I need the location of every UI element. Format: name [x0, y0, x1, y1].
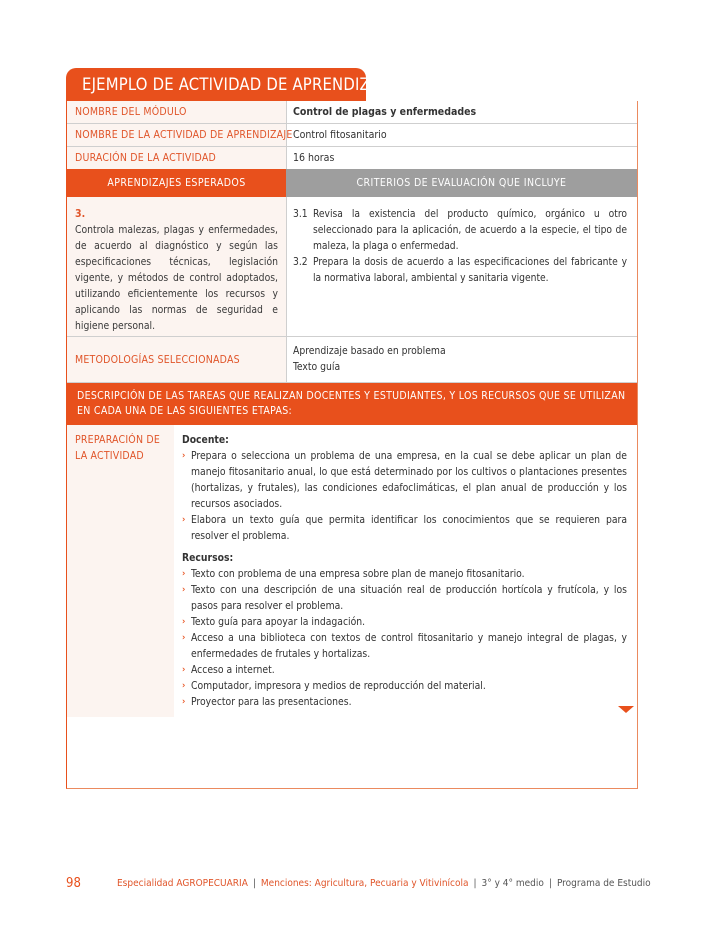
page-number: 98	[66, 876, 81, 891]
preparacion-content	[174, 425, 637, 717]
chevron-bullet-icon: ›	[182, 681, 186, 691]
footer-nivel: 3° y 4° medio	[481, 878, 544, 889]
criterios-cell	[286, 197, 637, 336]
metodologias-list	[286, 337, 637, 382]
aprendizaje-text: Controla malezas, plagas y enfermedades, de acuerdo al diagnóstico y según las especificaciones técnicas, legislación vigente, y métodos de control adoptados, utilizando eficientemente los recursos y aplicando las normas de seguridad e higiene personal.	[75, 224, 278, 332]
aprendizaje-row	[67, 197, 637, 337]
preparacion-row	[67, 425, 637, 717]
continue-arrow-icon	[618, 706, 634, 713]
docente-list	[182, 448, 627, 544]
chevron-bullet-icon: ›	[182, 633, 186, 643]
duration-label: DURACIÓN DE LA ACTIVIDAD	[67, 147, 286, 170]
footer-separator: |	[548, 878, 552, 889]
docente-item: › Elabora un texto guía que permita identificar los conocimientos que se requieren para resolver el problema.	[182, 514, 627, 542]
footer-separator: |	[473, 878, 477, 889]
recurso-item: › Texto con una descripción de una situación real de producción hortícola y frutícola, y los pasos para resolver el problema.	[182, 584, 627, 612]
descripcion-banner: DESCRIPCIÓN DE LAS TAREAS QUE REALIZAN DOCENTES Y ESTUDIANTES, Y LOS RECURSOS QUE SE UTILIZAN EN CADA UNA DE LAS SIGUIENTES ETAPAS:	[67, 383, 637, 425]
chevron-bullet-icon: ›	[182, 451, 186, 461]
chevron-bullet-icon: ›	[182, 697, 186, 707]
metodologia-item: Aprendizaje basado en problema	[293, 345, 446, 357]
activity-title: EJEMPLO DE ACTIVIDAD DE APRENDIZAJE	[66, 68, 366, 101]
docente-heading: Docente:	[182, 434, 229, 446]
docente-item: › Prepara o selecciona un problema de una empresa, en la cual se debe aplicar un plan de manejo fitosanitario anual, lo que está determinado por los cultivos o plantaciones presentes (hortalizas, y frutales), las condiciones edafoclimáticas, el plan anual de producción y los recursos asociados.	[182, 450, 627, 510]
criterio-number: 3.2	[293, 257, 308, 268]
footer-especialidad: Especialidad AGROPECUARIA	[117, 878, 248, 889]
metodologias-label: METODOLOGÍAS SELECCIONADAS	[67, 337, 286, 382]
criterio-number: 3.1	[293, 209, 308, 220]
module-name-value: Control de plagas y enfermedades	[286, 101, 637, 123]
activity-name-value: Control fitosanitario	[286, 124, 637, 146]
module-name-row	[67, 101, 637, 124]
criterio-item	[293, 207, 627, 255]
recursos-list	[182, 566, 627, 710]
activity-name-label: NOMBRE DE LA ACTIVIDAD DE APRENDIZAJE	[67, 124, 286, 146]
footer-separator: |	[252, 878, 256, 889]
aprendizaje-cell	[67, 197, 286, 336]
module-name-label: NOMBRE DEL MÓDULO	[67, 101, 286, 123]
duration-value: 16 horas	[286, 147, 637, 170]
criterio-text: Revisa la existencia del producto químico, orgánico u otro seleccionado para la aplicación, de acuerdo a la especie, el tipo de maleza, la plaga o enfermedad.	[313, 209, 627, 252]
activity-table	[66, 101, 638, 789]
metodologia-item: Texto guía	[293, 361, 341, 373]
activity-name-row	[67, 124, 637, 147]
footer-programa: Programa de Estudio	[556, 878, 651, 889]
preparacion-label: PREPARACIÓN DE LA ACTIVIDAD	[67, 425, 174, 717]
chevron-bullet-icon: ›	[182, 665, 186, 675]
recurso-item: › Texto guía para apoyar la indagación.	[182, 616, 366, 628]
chevron-bullet-icon: ›	[182, 585, 186, 595]
chevron-bullet-icon: ›	[182, 617, 186, 627]
chevron-bullet-icon: ›	[182, 515, 186, 525]
aprendizajes-header: APRENDIZAJES ESPERADOS	[67, 169, 286, 197]
chevron-bullet-icon: ›	[182, 569, 186, 579]
aprendizaje-number: 3.	[75, 208, 86, 220]
recurso-item: › Acceso a una biblioteca con textos de control fitosanitario y manejo integral de plagas, y enfermedades de frutales y hortalizas.	[182, 632, 627, 660]
recurso-item: › Texto con problema de una empresa sobre plan de manejo fitosanitario.	[182, 568, 525, 580]
footer-menciones: Menciones: Agricultura, Pecuaria y Vitivinícola	[260, 878, 469, 889]
duration-row	[67, 147, 637, 170]
metodologias-row	[67, 337, 637, 383]
section-header-row	[67, 169, 637, 197]
footer-text	[117, 878, 651, 889]
criterio-text: Prepara la dosis de acuerdo a las especificaciones del fabricante y la normativa laboral, ambiental y sanitaria vigente.	[313, 257, 627, 284]
recurso-item: › Computador, impresora y medios de reproducción del material.	[182, 680, 486, 692]
recursos-heading: Recursos:	[182, 552, 234, 564]
recurso-item: › Proyector para las presentaciones.	[182, 696, 352, 708]
recurso-item: › Acceso a internet.	[182, 664, 275, 676]
criterio-item	[293, 255, 627, 287]
criterios-header: CRITERIOS DE EVALUACIÓN QUE INCLUYE	[286, 169, 637, 197]
